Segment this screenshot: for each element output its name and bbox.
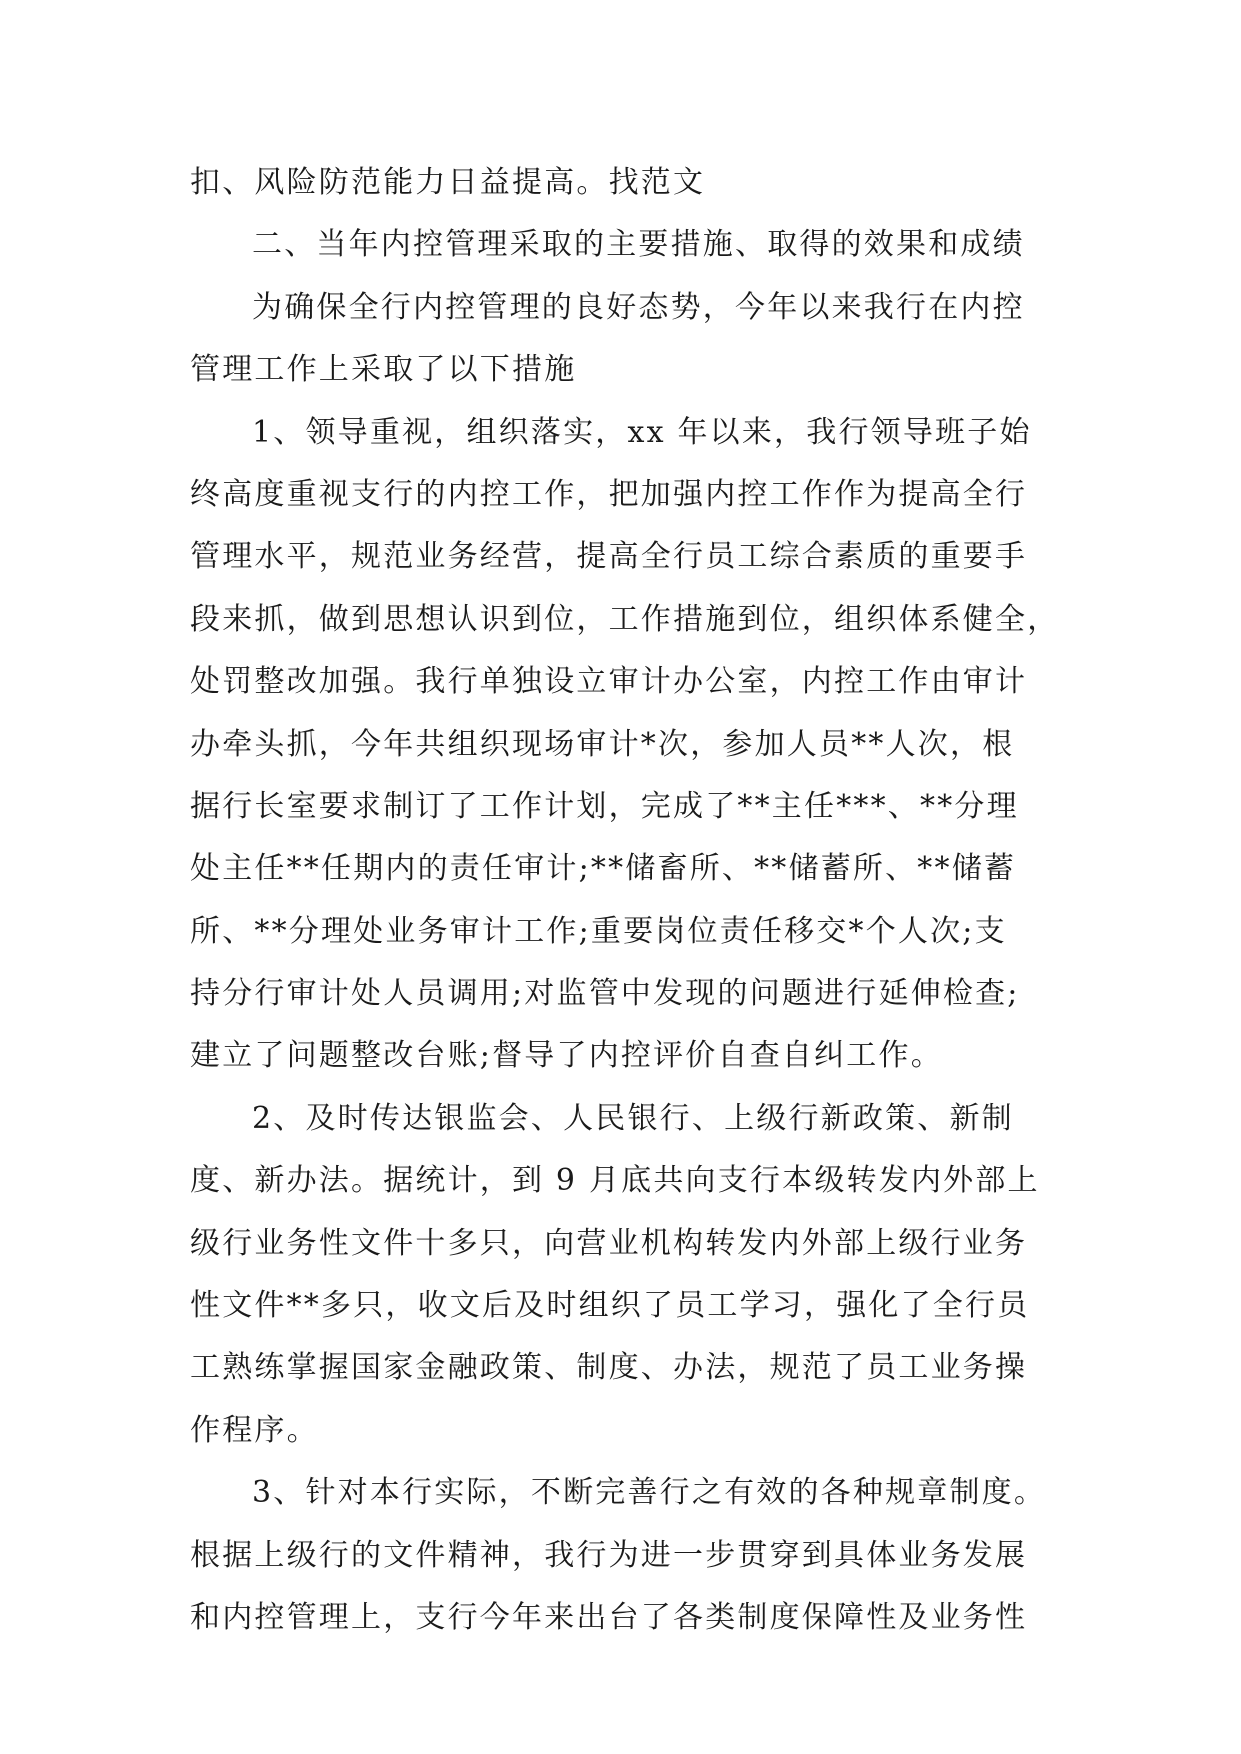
text-line: 所、**分理处业务审计工作;重要岗位责任移交*个人次;支 (190, 913, 1007, 949)
text-line: 处罚整改加强。我行单独设立审计办公室，内控工作由审计 (190, 664, 1028, 700)
text-line: 处主任**任期内的责任审计;**储畜所、**储蓄所、**储蓄 (190, 851, 1017, 887)
text-line: 级行业务性文件十多只，向营业机构转发内外部上级行业务 (190, 1225, 1028, 1261)
document-body (190, 152, 1062, 1649)
text-line: 据行长室要求制订了工作计划，完成了**主任***、**分理 (190, 788, 1019, 824)
text-line: 工熟练掌握国家金融政策、制度、办法，规范了员工业务操 (190, 1350, 1028, 1386)
text-line: 扣、风险防范能力日益提高。找范文 (190, 165, 706, 200)
text-line: 管理水平，规范业务经营，提高全行员工综合素质的重要手 (190, 539, 1028, 575)
text-line: 和内控管理上，支行今年来出台了各类制度保障性及业务性 (190, 1599, 1028, 1635)
text-line: 3、针对本行实际，不断完善行之有效的各种规章制度。 (252, 1475, 1047, 1511)
text-line: 度、新办法。据统计，到 9 月底共向支行本级转发内外部上 (190, 1163, 1040, 1199)
section-heading: 二、当年内控管理采取的主要措施、取得的效果和成绩 (252, 227, 1025, 263)
text-line: 段来抓，做到思想认识到位，工作措施到位，组织体系健全， (190, 601, 1060, 637)
text-line: 根据上级行的文件精神，我行为进一步贯穿到具体业务发展 (190, 1537, 1028, 1573)
text-line: 持分行审计处人员调用;对监管中发现的问题进行延伸检查; (190, 976, 1020, 1012)
text-line: 为确保全行内控管理的良好态势，今年以来我行在内控 (252, 289, 1025, 325)
text-line: 终高度重视支行的内控工作，把加强内控工作作为提高全行 (190, 476, 1028, 512)
text-line: 2、及时传达银监会、人民银行、上级行新政策、新制 (252, 1100, 1014, 1136)
text-line: 作程序。 (190, 1412, 319, 1448)
text-line: 管理工作上采取了以下措施 (190, 352, 577, 388)
text-line: 建立了问题整改台账;督导了内控评价自查自纠工作。 (190, 1038, 943, 1074)
text-line: 1、领导重视，组织落实，xx 年以来，我行领导班子始 (252, 414, 1032, 450)
text-line: 办牵头抓，今年共组织现场审计*次，参加人员**人次，根 (190, 726, 1015, 762)
text-line: 性文件**多只，收文后及时组织了员工学习，强化了全行员 (190, 1288, 1030, 1324)
